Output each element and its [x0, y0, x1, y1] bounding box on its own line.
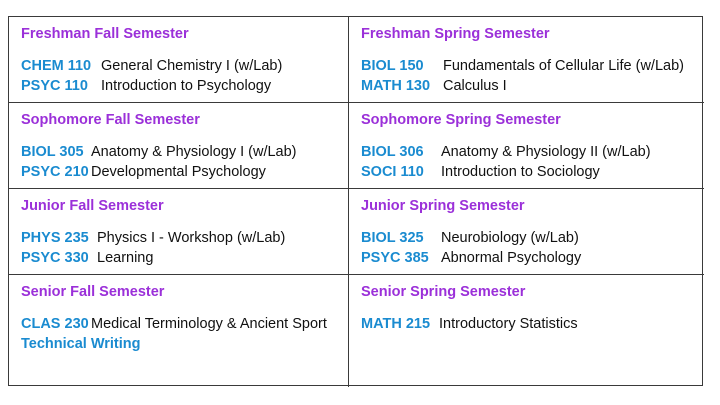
semester-title: Sophomore Spring Semester	[361, 112, 561, 128]
course-plan-table	[8, 16, 703, 386]
semester-title: Senior Spring Semester	[361, 284, 526, 300]
course-code: MATH 130	[361, 78, 431, 94]
course-row	[21, 228, 338, 248]
course-name: Developmental Psychology	[91, 164, 266, 180]
semester-title: Junior Spring Semester	[361, 198, 525, 214]
course-code: CLAS 230	[21, 316, 89, 332]
semester-cell-sophomore-spring	[349, 103, 704, 189]
course-row	[361, 228, 694, 248]
semester-cell-junior-spring	[349, 189, 704, 275]
course-code: PSYC 210	[21, 164, 89, 180]
course-name: Neurobiology (w/Lab)	[441, 230, 579, 246]
course-row	[21, 56, 338, 76]
course-row	[21, 248, 338, 268]
course-row	[21, 314, 338, 334]
semester-cell-senior-spring	[349, 275, 704, 387]
course-name: Anatomy & Physiology II (w/Lab)	[441, 144, 651, 160]
course-row	[361, 142, 694, 162]
course-name: Abnormal Psychology	[441, 250, 582, 266]
course-code: BIOL 150	[361, 58, 424, 74]
course-name: Learning	[97, 250, 154, 266]
semester-title: Sophomore Fall Semester	[21, 112, 200, 128]
course-row	[361, 248, 694, 268]
course-row	[361, 314, 694, 334]
course-code: BIOL 305	[21, 144, 84, 160]
semester-title: Senior Fall Semester	[21, 284, 165, 300]
semester-cell-freshman-spring	[349, 17, 704, 103]
course-row	[361, 76, 694, 96]
semester-cell-junior-fall	[9, 189, 349, 275]
course-row	[21, 76, 338, 96]
course-name: Anatomy & Physiology I (w/Lab)	[91, 144, 297, 160]
course-row	[21, 142, 338, 162]
course-code: PSYC 110	[21, 78, 88, 94]
course-name: Physics I - Workshop (w/Lab)	[97, 230, 286, 246]
course-code: PHYS 235	[21, 230, 89, 246]
course-name: Introduction to Psychology	[101, 78, 272, 94]
semester-title: Junior Fall Semester	[21, 198, 164, 214]
course-row	[361, 162, 694, 182]
course-name: Fundamentals of Cellular Life (w/Lab)	[443, 58, 684, 74]
course-row	[21, 162, 338, 182]
semester-title: Freshman Spring Semester	[361, 26, 550, 42]
course-code: BIOL 306	[361, 144, 424, 160]
course-extra: Technical Writing	[21, 336, 141, 352]
course-name: General Chemistry I (w/Lab)	[101, 58, 283, 74]
course-code: MATH 215	[361, 316, 431, 332]
course-name: Introductory Statistics	[439, 316, 578, 332]
course-code: BIOL 325	[361, 230, 424, 246]
course-code: PSYC 385	[361, 250, 429, 266]
course-row	[361, 56, 694, 76]
course-name: Introduction to Sociology	[441, 164, 600, 180]
course-code: PSYC 330	[21, 250, 89, 266]
course-name: Medical Terminology & Ancient Sport	[91, 316, 327, 332]
semester-cell-senior-fall	[9, 275, 349, 387]
course-name: Calculus I	[443, 78, 507, 94]
course-code: SOCI 110	[361, 164, 424, 180]
course-code: CHEM 110	[21, 58, 92, 74]
semester-cell-freshman-fall	[9, 17, 349, 103]
semester-cell-sophomore-fall	[9, 103, 349, 189]
semester-title: Freshman Fall Semester	[21, 26, 189, 42]
